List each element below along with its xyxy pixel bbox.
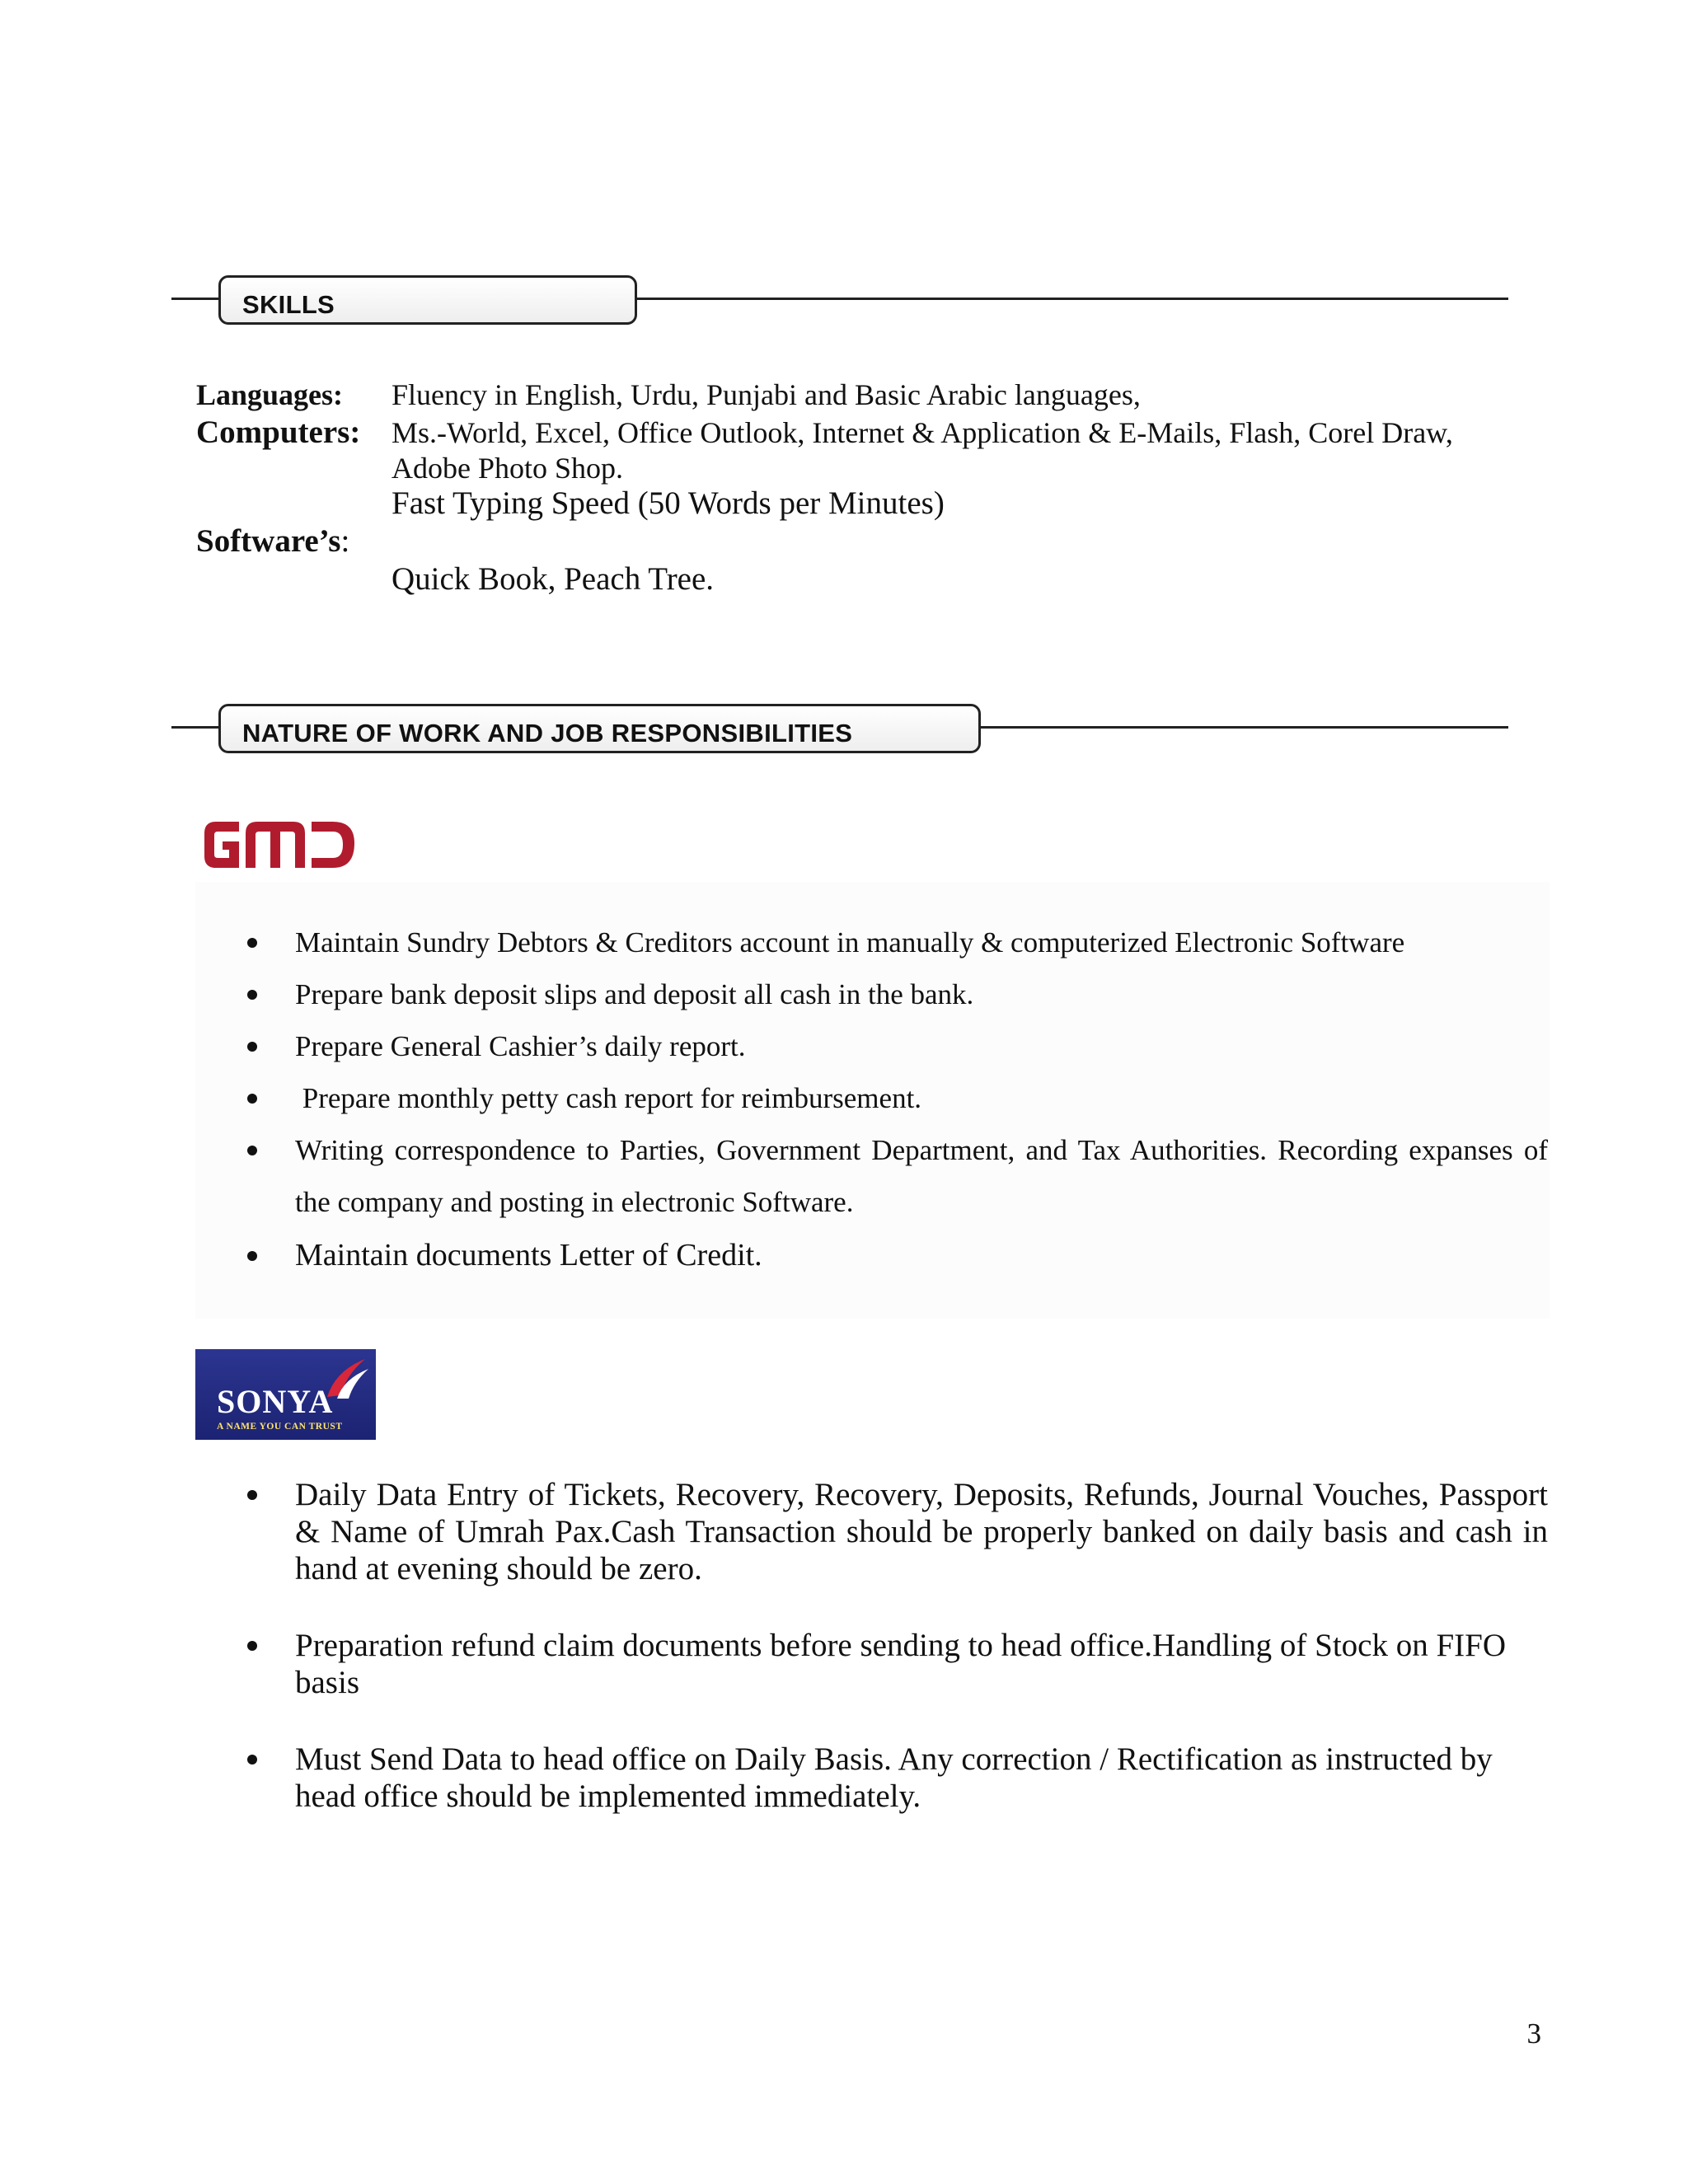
software-label: [196, 523, 349, 560]
bullet-icon: [247, 990, 257, 1000]
sonya-logo: [195, 1349, 376, 1440]
computers-line-3: Fast Typing Speed (50 Words per Minutes): [392, 485, 945, 521]
list-item-text: Maintain documents Letter of Credit.: [295, 1238, 762, 1272]
skills-header-rule-left: [171, 298, 221, 300]
work-header-rule-right: [981, 726, 1508, 729]
bullet-icon: [247, 1641, 257, 1651]
page-number: 3: [1526, 2018, 1541, 2050]
languages-value: Fluency in English, Urdu, Punjabi and Basic Arabic languages,: [392, 378, 1141, 411]
list-item-text: Daily Data Entry of Tickets, Recovery, Recovery, Deposits, Refunds, Journal Vouches, Passport & Name of Umrah Pax.Cash Transaction should be properly banked on daily basis and cash in hand at evening should be zero.: [295, 1477, 1548, 1586]
skills-section-header: SKILLS: [218, 275, 637, 325]
skills-header-rule-right: [637, 298, 1508, 300]
sonya-responsibilities-list: [196, 1476, 1548, 1854]
list-item-text: Maintain Sundry Debtors & Creditors account in manually & computerized Electronic Software: [295, 926, 1405, 958]
bullet-icon: [247, 1490, 257, 1500]
work-header-rule-left: [171, 726, 221, 729]
bullet-icon: [247, 1042, 257, 1052]
computers-label: Computers:: [196, 415, 361, 450]
languages-label: Languages:: [196, 378, 344, 411]
list-item-text: Prepare bank deposit slips and deposit all cash in the bank.: [295, 978, 974, 1010]
software-label-text: Software’s: [196, 523, 341, 559]
list-item-text: Prepare General Cashier’s daily report.: [295, 1030, 746, 1062]
work-section-header: NATURE OF WORK AND JOB RESPONSIBILITIES: [218, 704, 981, 753]
list-item: [196, 1020, 1548, 1072]
list-item: [196, 1072, 1548, 1124]
software-value: Quick Book, Peach Tree.: [392, 561, 715, 597]
list-item: [196, 968, 1548, 1020]
list-item-text: Prepare monthly petty cash report for reimbursement.: [295, 1082, 922, 1114]
list-item: [196, 1476, 1548, 1587]
list-item: [196, 1124, 1548, 1228]
software-label-colon: :: [340, 523, 350, 559]
list-item-text: Preparation refund claim documents before sending to head office.Handling of Stock on FIFO basis: [295, 1628, 1506, 1700]
list-item: [196, 1741, 1548, 1815]
sonya-logo-word: SONYA: [217, 1383, 334, 1420]
gms-logo: [201, 818, 358, 871]
bullet-icon: [247, 1094, 257, 1104]
bullet-icon: [247, 1251, 257, 1261]
list-item: [196, 916, 1548, 968]
bullet-icon: [247, 1146, 257, 1155]
list-item: [196, 1627, 1548, 1701]
computers-line-1: Ms.-World, Excel, Office Outlook, Internet & Application & E-Mails, Flash, Corel Draw,: [392, 416, 1453, 449]
list-item-text: Writing correspondence to Parties, Government Department, and Tax Authorities. Recording expanses of the company and posting in electronic Software.: [295, 1134, 1548, 1218]
bullet-icon: [247, 1755, 257, 1765]
list-item-text: Must Send Data to head office on Daily Basis. Any correction / Rectification as instructed by head office should be implemented immediately.: [295, 1741, 1493, 1814]
gms-responsibilities-list: [196, 916, 1548, 1282]
computers-line-2: Adobe Photo Shop.: [392, 452, 624, 485]
bullet-icon: [247, 938, 257, 948]
list-item: [196, 1228, 1548, 1282]
sonya-logo-tagline: A NAME YOU CAN TRUST: [217, 1422, 343, 1432]
